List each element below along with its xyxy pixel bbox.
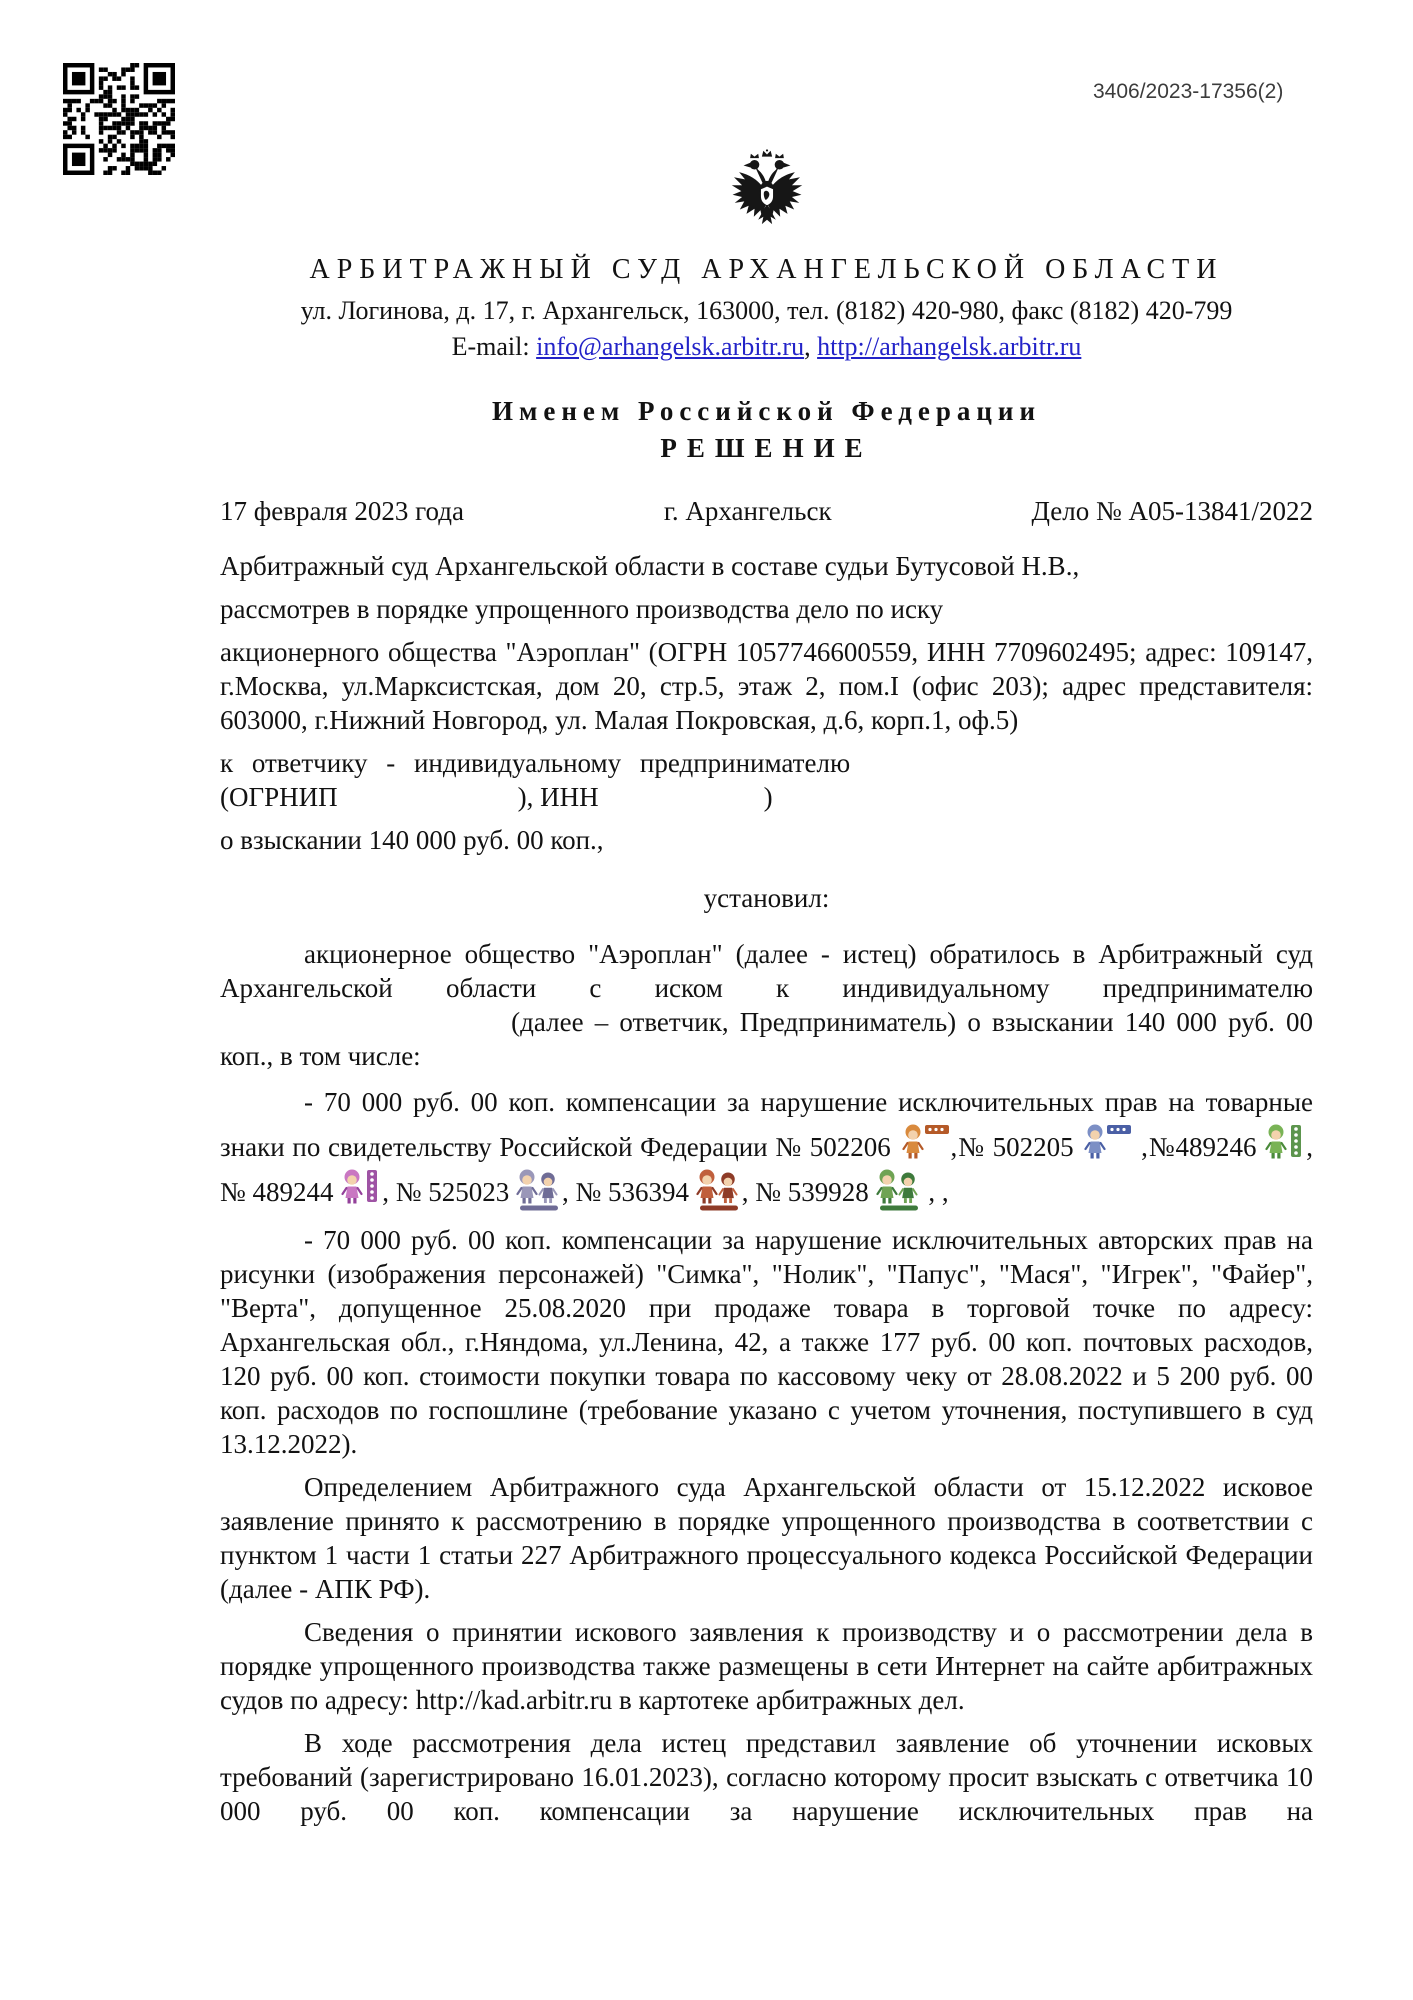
ruling-acceptance-paragraph: Определением Арбитражного суда Архангельской области от 15.12.2022 исковое заявление принято к рассмотрению в порядке упрощенного производства в соответствии с пунктом 1 части 1 статьи 227 Арбитражного процессуального кодекса Российской Федерации (далее - АПК РФ). bbox=[220, 1471, 1313, 1604]
decision-date: 17 февраля 2023 года bbox=[220, 496, 464, 526]
claim-amount-line: о взыскании 140 000 руб. 00 коп., bbox=[220, 825, 604, 855]
case-intro-paragraph bbox=[220, 937, 1313, 1073]
trademark-number: №489246 bbox=[1147, 1131, 1265, 1162]
trademark-539928-image bbox=[876, 1169, 922, 1213]
court-name: АРБИТРАЖНЫЙ СУД АРХАНГЕЛЬСКОЙ ОБЛАСТИ bbox=[309, 254, 1224, 285]
online-info-paragraph: Сведения о принятии искового заявления к производству и о рассмотрении дела в порядке упрощенного производства также размещены в сети Интернет на сайте арбитражных судов по адресу: http://kad.arbitr.ru в картотеке арбитражных дел. bbox=[220, 1616, 1313, 1715]
ustanovil-heading: установил: bbox=[703, 883, 830, 913]
claim-update-paragraph: В ходе рассмотрения дела истец представил заявление об уточнении исковых требований (зарегистрировано 16.01.2023), согласно которому просит взыскать с ответчика 10 000 руб. 00 коп. компенсации за нарушение исключительных прав на bbox=[220, 1727, 1313, 1826]
trademark-489246-image bbox=[1264, 1124, 1306, 1168]
trademark-number: № 502206 bbox=[775, 1131, 899, 1162]
title-decision: РЕШЕНИЕ bbox=[660, 433, 873, 463]
judge-line: Арбитражный суд Архангельской области в составе судьи Бутусовой Н.В., bbox=[220, 551, 1080, 581]
trademark-item-502206 bbox=[775, 1132, 950, 1162]
inn-label: ), ИНН bbox=[517, 782, 599, 812]
trademarks-lead: - 70 000 руб. 00 коп. компенсации за нарушение исключительных прав на товарные знаки по свидетельству Российской Федерации bbox=[220, 1087, 1313, 1162]
case-intro-end: (далее – ответчик, Предприниматель) о взыскании 140 000 руб. 00 коп., в том числе: bbox=[220, 1007, 1314, 1071]
trademarks-paragraph bbox=[220, 1082, 1313, 1214]
trademark-item-489246 bbox=[1148, 1132, 1306, 1162]
trademark-list: № 502206 ,№ 502205 ,№489246 , № 489244 , № 525023 , № 536394 , № 539928 , bbox=[220, 1132, 1313, 1207]
case-intro-start: акционерное общество "Аэроплан" (далее - истец) обратилось в Арбитражный суд Архангельской области с иском к индивидуальному предпринимателю bbox=[220, 939, 1313, 1003]
trademark-525023-image bbox=[516, 1169, 562, 1213]
qr-code bbox=[63, 63, 175, 175]
trademark-536394-image bbox=[696, 1169, 742, 1213]
ogrnip-label: (ОГРНИП bbox=[220, 782, 338, 812]
trademark-502205-image bbox=[1081, 1124, 1133, 1168]
case-number: Дело № А05-13841/2022 bbox=[1031, 496, 1313, 526]
trademark-item-502205 bbox=[957, 1132, 1133, 1162]
trademark-item-525023 bbox=[396, 1177, 562, 1207]
title-in-the-name-of-rf: Именем Российской Федерации bbox=[491, 396, 1042, 426]
artworks-paragraph: - 70 000 руб. 00 коп. компенсации за нарушение исключительных авторских прав на рисунки (изображения персонажей) "Симка", "Нолик", "Папус", "Мася", "Игрек", "Файер", "Верта", допущенное 25.08.2020 при продаже товара в торговой точке по адресу: Архангельская обл., г.Няндома, ул.Ленина, 42, а также 177 руб. 00 коп. почтовых расходов, 120 руб. 00 коп. стоимости покупки товара по кассовому чеку от 28.08.2022 и 5 200 руб. 00 коп. расходов по госпошлине (требование указано с учетом уточнения, поступившего в суд 13.12.2022). bbox=[220, 1224, 1313, 1459]
redacted-inn-value bbox=[599, 805, 764, 806]
plaintiff-paragraph: акционерного общества "Аэроплан" (ОГРН 1057746600559, ИНН 7709602495; адрес: 109147, г.Москва, ул.Марксистская, дом 20, стр.5, этаж 2, пом.I (офис 203); адрес представителя: 603000, г.Нижний Новгород, ул. Малая Покровская, д.6, корп.1, оф.5) bbox=[220, 637, 1313, 735]
coat-of-arms-image bbox=[723, 148, 811, 246]
redacted-entrepreneur-name bbox=[220, 1030, 500, 1031]
trademark-item-489244 bbox=[220, 1177, 382, 1207]
trademark-number: № 539928 bbox=[755, 1176, 876, 1207]
trademark-number: № 502205 bbox=[957, 1131, 1082, 1162]
document-title bbox=[220, 396, 1313, 464]
inn-close-paren: ) bbox=[763, 782, 773, 812]
trademarks-tail: , bbox=[935, 1176, 949, 1207]
procedure-line: рассмотрев в порядке упрощенного производства дело по иску bbox=[220, 594, 944, 624]
trademark-489244-image bbox=[340, 1169, 382, 1213]
case-header-line bbox=[220, 496, 1313, 527]
trademark-number: № 536394 bbox=[575, 1176, 696, 1207]
trademark-item-536394 bbox=[576, 1177, 742, 1207]
redacted-ogrnip-value bbox=[338, 805, 518, 806]
decision-city: г. Архангельск bbox=[663, 496, 832, 526]
trademark-number: № 489244 bbox=[220, 1176, 341, 1207]
document-number: 3406/2023-17356(2) bbox=[1093, 80, 1284, 103]
site-link[interactable]: http://arhangelsk.arbitr.ru bbox=[817, 332, 1082, 361]
email-label: E-mail: bbox=[451, 332, 537, 361]
defendant-line: к ответчику - индивидуальному предпринимателю bbox=[220, 748, 851, 778]
links-separator: , bbox=[804, 332, 818, 361]
court-address: ул. Логинова, д. 17, г. Архангельск, 163000, тел. (8182) 420-980, факс (8182) 420-799 bbox=[300, 296, 1233, 325]
ogrnip-line bbox=[220, 780, 1313, 814]
trademark-item-539928 bbox=[755, 1177, 921, 1207]
email-link[interactable]: info@arhangelsk.arbitr.ru bbox=[536, 332, 805, 361]
trademark-number: № 525023 bbox=[395, 1176, 517, 1207]
trademark-502206-image bbox=[899, 1124, 951, 1168]
court-contacts bbox=[220, 332, 1313, 362]
